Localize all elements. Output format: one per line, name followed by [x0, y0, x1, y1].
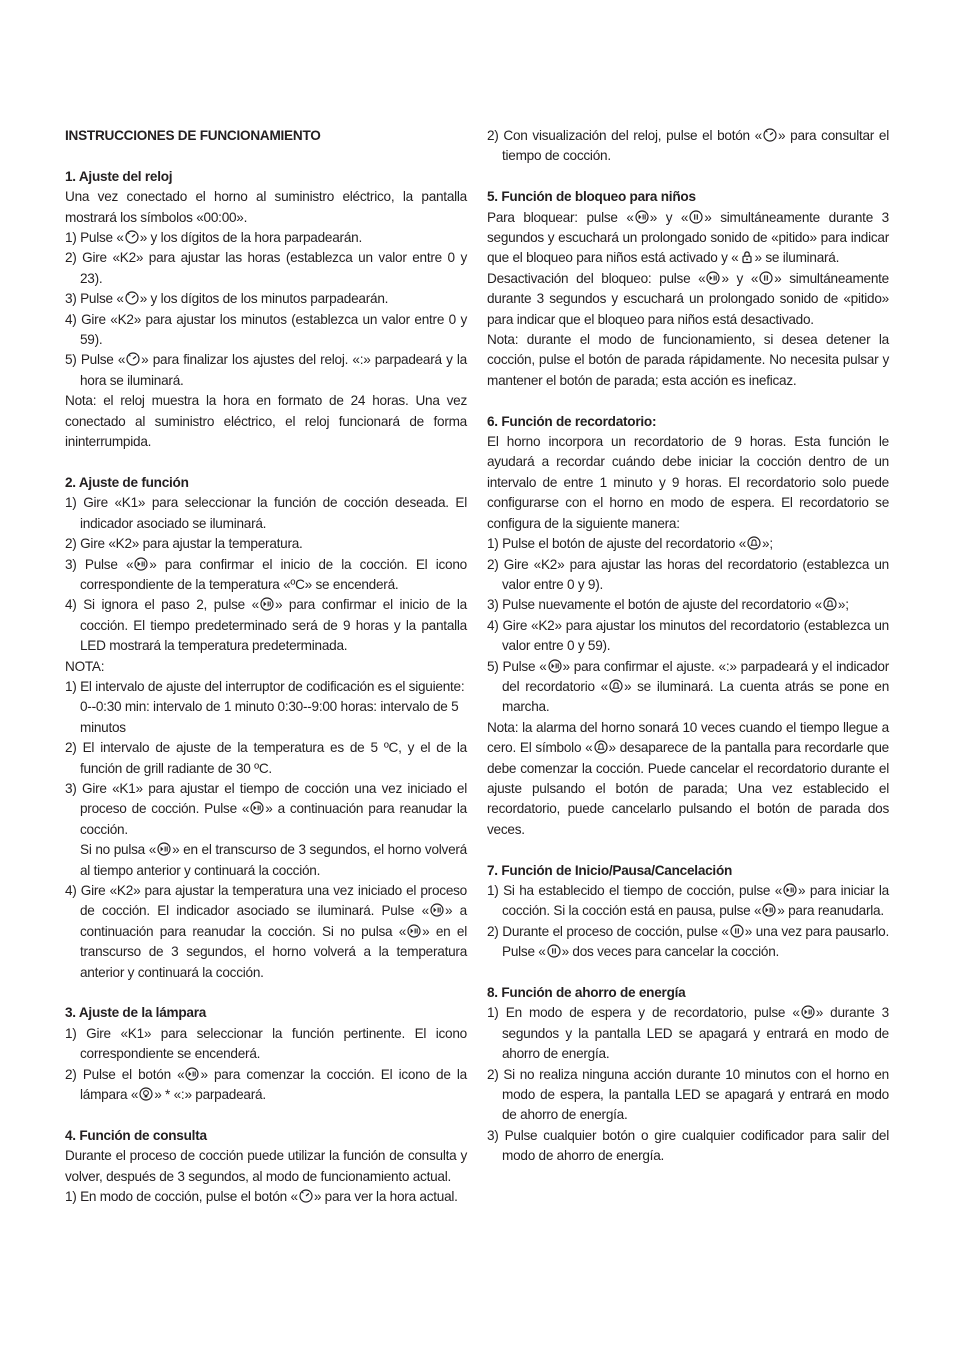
paragraph: El horno incorpora un recordatorio de 9 horas. Esta función le ayudará a recordar cuándo debe iniciar la cocción dentro de un intervalo de entre 1 minuto y 9 horas. El recordatorio solo puede configurarse con el horno en modo de espera. El recordatorio se configura de la siguiente manera:	[487, 434, 889, 531]
document-title: INSTRUCCIONES DE FUNCIONAMIENTO	[65, 128, 321, 143]
play-pause-icon	[706, 271, 720, 285]
list-item: 1) Gire «K1» para seleccionar la función de cocción deseada. El indicador asociado se iluminará.	[65, 495, 467, 531]
list-item: 1) Pulse « » y los dígitos de la hora parpadearán.	[65, 230, 362, 246]
list-item: 2) Durante el proceso de cocción, pulse « » una vez para pausarlo. Pulse « » dos veces para cancelar la cocción.	[487, 923, 889, 960]
list-item: 2) Pulse el botón « » para comenzar la cocción. El icono de la lámpara « » * «:» parpadeará.	[65, 1066, 467, 1103]
paragraph: Una vez conectado el horno al suministro eléctrico, la pantalla mostrará los símbolos «00:00».	[65, 189, 467, 225]
reminder-bell-icon	[594, 740, 608, 754]
reminder-bell-icon	[609, 679, 623, 693]
lamp-icon	[139, 1087, 153, 1101]
lock-icon	[740, 250, 754, 264]
play-pause-icon	[250, 801, 264, 815]
paragraph: Nota: durante el modo de funcionamiento, si desea detener la cocción, pulse el botón de parada rápidamente. No necesita pulsar y mantener el botón de parada; esta acción es ineficaz.	[487, 332, 889, 388]
paragraph: Desactivación del bloqueo: pulse « » y « » simultáneamente durante 3 segundos y escuchará un prolongado sonido de «pitido» para indicar que el bloqueo para niños está desactivado.	[487, 270, 889, 327]
play-pause-icon	[801, 1005, 815, 1019]
list-item: 4) Gire «K2» para ajustar la temperatura una vez iniciado el proceso de cocción. El indicador asociado se iluminará. Pulse « » a continuación para reanudar la cocción. Si no pulsa « » en el transcurso de 3 segundos, el horno volverá a la temperatura anterior y continuará la cocción.	[65, 883, 467, 980]
list-item: 3) Pulse nuevamente el botón de ajuste del recordatorio « »;	[487, 597, 849, 613]
section-title-clock: 1. Ajuste del reloj	[65, 168, 173, 184]
list-item: 2) Gire «K2» para ajustar las horas del recordatorio (establezca un valor entre 0 y 9).	[487, 556, 889, 592]
list-item: 3) Pulse cualquier botón o gire cualquier codificador para salir del modo de ahorro de energía.	[487, 1127, 889, 1164]
left-column	[65, 126, 467, 1207]
play-pause-icon	[762, 903, 776, 917]
clock-icon	[763, 128, 777, 142]
list-item: 2) Con visualización del reloj, pulse el botón « » para consultar el tiempo de cocción.	[487, 128, 889, 164]
list-item: 5) Pulse « » para confirmar el ajuste. «:» parpadeará y el indicador del recordatorio « » se iluminará. La cuenta atrás se pone en marcha.	[487, 658, 889, 715]
list-item: 2) Gire «K2» para ajustar la temperatura.	[65, 536, 303, 552]
clock-icon	[299, 1189, 313, 1203]
pause-icon	[730, 924, 744, 938]
section-title-start-pause: 7. Función de Inicio/Pausa/Cancelación	[487, 862, 733, 878]
list-item: 1) El intervalo de ajuste del interruptor de codificación es el siguiente:	[65, 678, 465, 694]
list-item: 4) Gire «K2» para ajustar los minutos del recordatorio (establezca un valor entre 0 y 59).	[487, 617, 889, 654]
clock-icon	[126, 352, 140, 366]
right-column	[487, 126, 889, 1167]
list-item: 4) Gire «K2» para ajustar los minutos (establezca un valor entre 0 y 59).	[65, 311, 467, 348]
list-item: 1) Pulse el botón de ajuste del recordatorio « »;	[487, 536, 773, 552]
list-item: 1) En modo de cocción, pulse el botón « » para ver la hora actual.	[65, 1189, 458, 1205]
section-title-reminder: 6. Función de recordatorio:	[487, 413, 657, 429]
play-pause-icon	[783, 883, 797, 897]
list-item: 3) Pulse « » para confirmar el inicio de la cocción. El icono correspondiente de la temperatura «ºC» se encenderá.	[65, 556, 467, 592]
paragraph: Durante el proceso de cocción puede utilizar la función de consulta y volver, después de 3 segundos, al modo de funcionamiento actual.	[65, 1148, 467, 1184]
list-item-continuation: 0--0:30 min: intervalo de 1 minuto 0:30--9:00 horas: intervalo de 5 minutos	[80, 699, 459, 735]
section-title-function: 2. Ajuste de función	[65, 474, 189, 490]
list-item: 2) Si no realiza ninguna acción durante 10 minutos con el horno en modo de espera, la pantalla LED se apagará y entrará en modo de ahorro de energía.	[487, 1066, 889, 1123]
play-pause-icon	[548, 659, 562, 673]
paragraph: Nota: el reloj muestra la hora en formato de 24 horas. Una vez conectado al suministro eléctrico, el reloj funcionará de forma ininterrumpida.	[65, 393, 467, 450]
note-label: NOTA:	[65, 658, 105, 674]
list-item: 5) Pulse « » para finalizar los ajustes del reloj. «:» parpadeará y la hora se iluminará.	[65, 352, 467, 388]
play-pause-icon	[185, 1067, 199, 1081]
section-title-child-lock: 5. Función de bloqueo para niños	[487, 189, 696, 205]
clock-icon	[125, 291, 139, 305]
pause-icon	[759, 271, 773, 285]
list-item: 1) Si ha establecido el tiempo de cocción, pulse « » para iniciar la cocción. Si la cocción está en pausa, pulse « » para reanudarla.	[487, 882, 889, 919]
play-pause-icon	[635, 210, 649, 224]
list-item: 3) Pulse « » y los dígitos de los minutos parpadearán.	[65, 291, 389, 307]
reminder-bell-icon	[747, 536, 761, 550]
reminder-bell-icon	[823, 597, 837, 611]
list-item: 2) El intervalo de ajuste de la temperatura es de 5 ºC, y el de la función de grill radiante de 30 ºC.	[65, 740, 467, 776]
list-item: 2) Gire «K2» para ajustar las horas (establezca un valor entre 0 y 23).	[65, 250, 467, 286]
pause-icon	[547, 944, 561, 958]
list-item: 1) En modo de espera y de recordatorio, pulse « » durante 3 segundos y la pantalla LED se apagará y entrará en modo de ahorro de energía.	[487, 1005, 889, 1062]
section-title-lamp: 3. Ajuste de la lámpara	[65, 1005, 207, 1021]
section-title-query: 4. Función de consulta	[65, 1127, 207, 1143]
play-pause-icon	[407, 924, 421, 938]
list-item: 1) Gire «K1» para seleccionar la función pertinente. El icono correspondiente se encenderá.	[65, 1025, 467, 1062]
list-item: 4) Si ignora el paso 2, pulse « » para confirmar el inicio de la cocción. El tiempo predeterminado será de 9 horas y la pantalla LED mostrará la temperatura predeterminada.	[65, 597, 467, 654]
list-item: 3) Gire «K1» para ajustar el tiempo de cocción una vez iniciado el proceso de cocción. Pulse « » a continuación para reanudar la cocción.	[65, 780, 467, 837]
pause-icon	[689, 210, 703, 224]
play-pause-icon	[157, 842, 171, 856]
play-pause-icon	[260, 597, 274, 611]
paragraph: Nota: la alarma del horno sonará 10 veces cuando el tiempo llegue a cero. El símbolo « » desaparece de la pantalla para recordarle que debe comenzar la cocción. Puede cancelar el recordatorio durante el ajuste pulsando el botón de parada; Una vez establecido el recordatorio, puede cancelarlo pulsando el botón de parada dos veces.	[487, 719, 889, 837]
clock-icon	[125, 230, 139, 244]
play-pause-icon	[430, 903, 444, 917]
list-item-continuation: Si no pulsa « » en el transcurso de 3 segundos, el horno volverá al tiempo anterior y continuará la cocción.	[80, 842, 467, 878]
play-pause-icon	[134, 557, 148, 571]
section-title-energy-saving: 8. Función de ahorro de energía	[487, 985, 686, 1000]
paragraph: Para bloquear: pulse « » y « » simultáneamente durante 3 segundos y escuchará un prolongado sonido de «pitido» para indicar que el bloqueo para niños está activado y « » se iluminará.	[487, 209, 889, 266]
